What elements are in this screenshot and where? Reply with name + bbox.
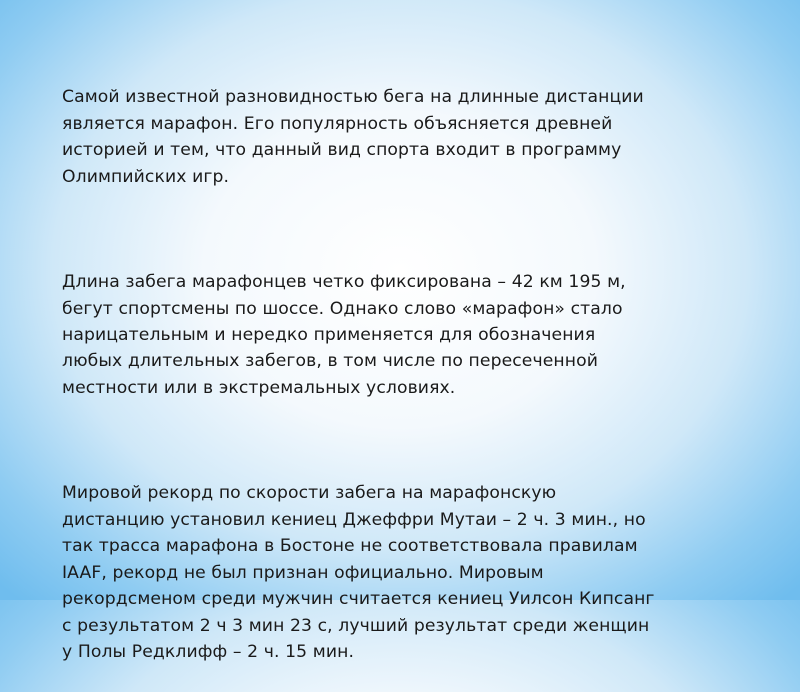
paragraph-marathon-distance: Длина забега марафонцев четко фиксирована – 42 км 195 м, бегут спортсмены по шоссе. Однако слово «марафон» стало нарицательным и нередко применяется для обозначения любых длительных забегов, в том числе по пересеченной местности или в экстремальных условиях. xyxy=(62,272,626,398)
paragraph-marathon-intro: Самой известной разновидностью бега на длинные дистанции является марафон. Его популярность объясняется древней историей и тем, что данный вид спорта входит в программу Олимпийских игр. xyxy=(62,87,644,187)
paragraph-world-record: Мировой рекорд по скорости забега на марафонскую дистанцию установил кениец Джеффри Мутаи – 2 ч. 3 мин., но так трасса марафона в Бостоне не соответствовала правилам IAAF, рекорд не был признан официально. Мировым рекордсменом среди мужчин считается кениец Уилсон Кипсанг с результатом 2 ч 3 мин 23 с, лучший результат среди женщин у Полы Редклифф – 2 ч. 15 мин. xyxy=(62,483,655,662)
slide-body-text xyxy=(62,58,742,692)
paragraph-spacer xyxy=(62,216,742,242)
paragraph-spacer xyxy=(62,428,742,454)
